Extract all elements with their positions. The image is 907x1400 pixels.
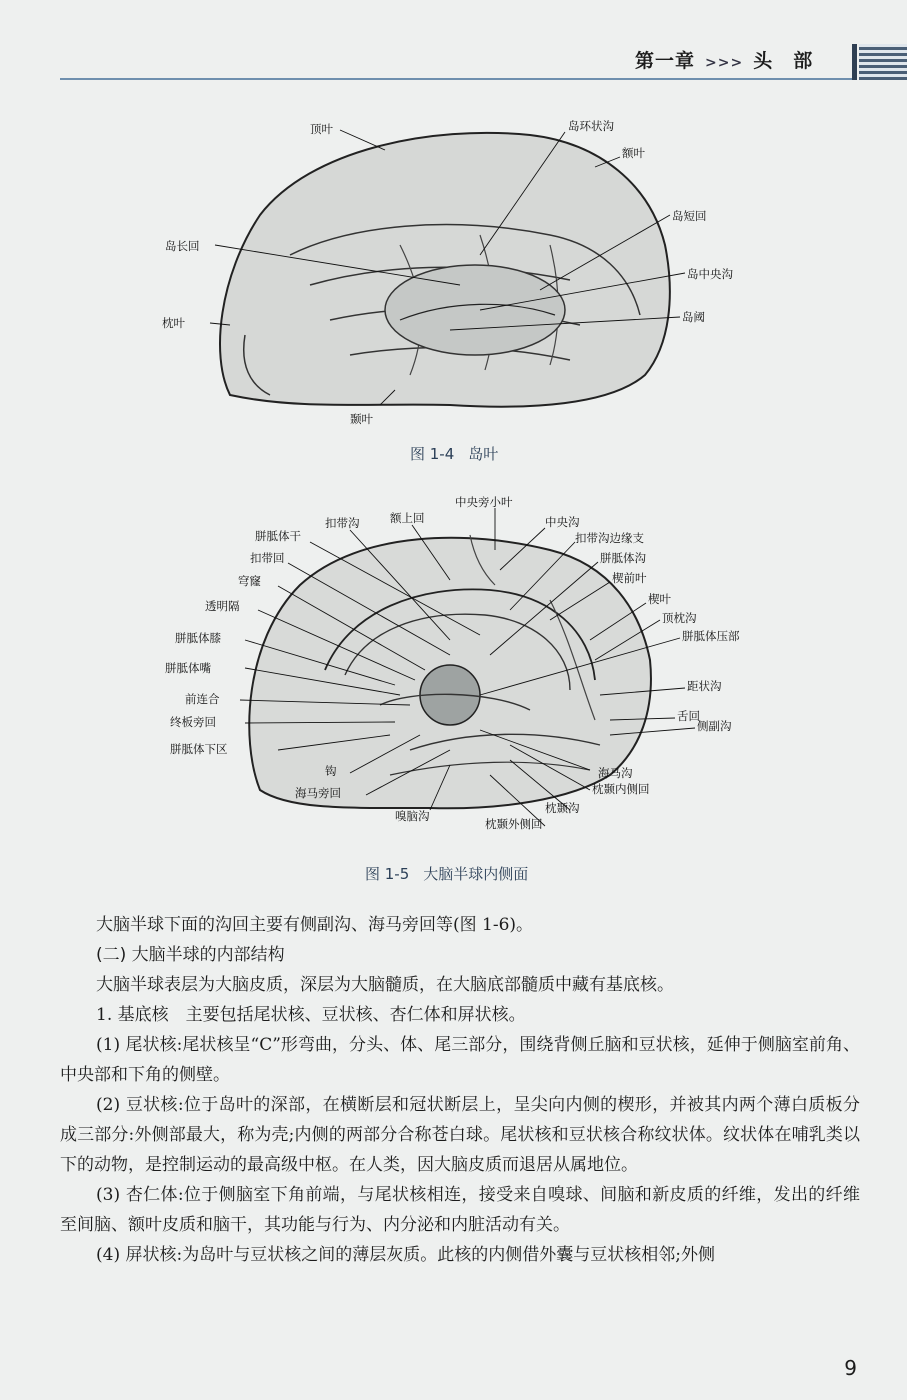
- figure2-title: 大脑半球内侧面: [423, 865, 529, 883]
- figure1-title: 岛叶: [468, 445, 499, 463]
- figure-medial-hemisphere: [150, 490, 770, 850]
- header-block-decoration: [852, 44, 857, 80]
- label-lingual-gyrus: 舌回: [677, 709, 700, 723]
- label-circular-sulcus-insula: 岛环状沟: [568, 119, 614, 133]
- page-number: 9: [844, 1356, 857, 1380]
- label-parietooccipital-sulcus: 顶枕沟: [662, 611, 697, 625]
- label-limen-insulae: 岛阈: [682, 310, 705, 324]
- paragraph-amygdala: (3) 杏仁体:位于侧脑室下角前端，与尾状核相连，接受来自嗅球、间脑和新皮质的纤维，发出的纤维至间脑、额叶皮质和脑干，其功能与行为、内分泌和内脏活动有关。: [60, 1185, 860, 1235]
- insula-brain-illustration: [220, 133, 670, 407]
- label-lateral-occipitotemporal-gyrus: 枕颞外侧回: [485, 817, 543, 831]
- label-collateral-sulcus: 侧副沟: [697, 719, 732, 733]
- label-occipitotemporal-sulcus: 枕颞沟: [545, 801, 580, 815]
- label-corpus-callosum-trunk: 胼胝体干: [255, 529, 301, 543]
- label-central-sulcus-insula: 岛中央沟: [687, 267, 733, 281]
- label-occipital-lobe: 枕叶: [162, 316, 185, 330]
- section-heading-internal-structure: (二) 大脑半球的内部结构: [96, 945, 285, 965]
- label-rhinal-sulcus: 嗅脑沟: [395, 809, 430, 823]
- label-short-gyri-insula: 岛短回: [672, 209, 707, 223]
- header-rule: [60, 78, 855, 80]
- header-arrows: >>>: [705, 55, 744, 71]
- label-precuneus: 楔前叶: [612, 571, 647, 585]
- label-frontal-lobe: 额叶: [622, 146, 645, 160]
- label-cingulate-sulcus: 扣带沟: [325, 516, 360, 530]
- label-uncus: 钩: [325, 764, 337, 778]
- label-genu-corpus-callosum: 胼胝体膝: [175, 631, 221, 645]
- label-paraterminal-gyrus: 终板旁回: [170, 715, 216, 729]
- header-bar-decoration: [859, 44, 907, 80]
- paragraph-cortex-medulla: 大脑半球表层为大脑皮质，深层为大脑髓质，在大脑底部髓质中藏有基底核。: [96, 975, 674, 995]
- label-central-sulcus: 中央沟: [545, 515, 580, 529]
- label-long-gyrus-insula: 岛长回: [165, 239, 200, 253]
- header-text: [635, 46, 813, 73]
- paragraph-basal-nuclei: 1. 基底核 主要包括尾状核、豆状核、杏仁体和屏状核。: [96, 1005, 526, 1025]
- running-header: [60, 40, 907, 85]
- label-splenium-corpus-callosum: 胼胝体压部: [682, 629, 740, 643]
- label-medial-occipitotemporal-gyrus: 枕颞内侧回: [592, 782, 650, 796]
- label-parahippocampal-gyrus: 海马旁回: [295, 786, 341, 800]
- label-septum-pellucidum: 透明隔: [205, 599, 240, 613]
- figure-insula: [150, 105, 750, 445]
- label-parietal-lobe: 顶叶: [310, 122, 333, 136]
- label-fornix: 穹窿: [238, 574, 261, 588]
- figure1-caption: [410, 443, 498, 464]
- medial-brain-illustration: [249, 535, 651, 808]
- label-paracentral-lobule: 中央旁小叶: [455, 495, 513, 509]
- figure1-number: 图 1-4: [410, 445, 455, 463]
- label-cingulate-gyrus: 扣带回: [250, 551, 285, 565]
- label-calcarine-sulcus: 距状沟: [687, 679, 722, 693]
- figure2-caption: [365, 863, 528, 884]
- paragraph-claustrum: (4) 屏状核:为岛叶与豆状核之间的薄层灰质。此核的内侧借外囊与豆状核相邻;外侧: [96, 1245, 715, 1265]
- label-marginal-ramus: 扣带沟边缘支: [575, 531, 644, 545]
- label-anterior-commissure: 前连合: [185, 692, 220, 706]
- figure2-number: 图 1-5: [365, 865, 410, 883]
- label-cuneus: 楔叶: [648, 592, 671, 606]
- section-label: 头 部: [753, 50, 814, 72]
- label-superior-frontal-gyrus: 额上回: [390, 511, 425, 525]
- label-temporal-lobe: 颞叶: [350, 412, 373, 426]
- label-callosal-sulcus: 胼胝体沟: [600, 551, 646, 565]
- paragraph-inferior-sulci: 大脑半球下面的沟回主要有侧副沟、海马旁回等(图 1-6)。: [96, 915, 534, 935]
- paragraph-lentiform-nucleus: (2) 豆状核:位于岛叶的深部，在横断层和冠状断层上，呈尖向内侧的楔形，并被其内两个薄白质板分成三部分:外侧部最大，称为壳;内侧的两部分合称苍白球。尾状核和豆状核合称纹状体。纹状体在哺乳类以下的动物，是控制运动的最高级中枢。在人类，因大脑皮质而退居从属地位。: [60, 1095, 860, 1175]
- label-subcallosal-area: 胼胝体下区: [170, 742, 228, 756]
- chapter-label: 第一章: [635, 50, 696, 72]
- label-rostrum-corpus-callosum: 胼胝体嘴: [165, 661, 211, 675]
- body-text: [60, 910, 860, 1270]
- paragraph-caudate-nucleus: (1) 尾状核:尾状核呈“C”形弯曲，分头、体、尾三部分，围绕背侧丘脑和豆状核，延伸于侧脑室前角、中央部和下角的侧壁。: [60, 1035, 860, 1085]
- label-hippocampal-sulcus: 海马沟: [598, 766, 633, 780]
